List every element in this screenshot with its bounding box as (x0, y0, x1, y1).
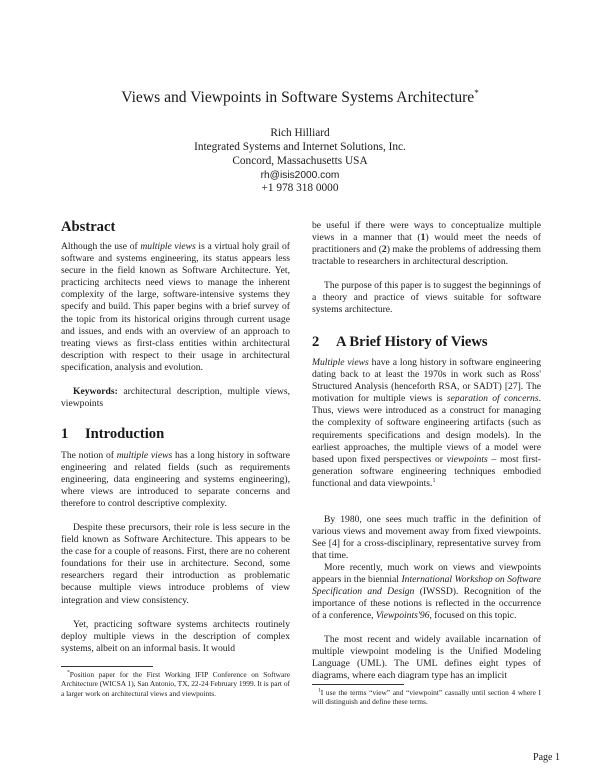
history-paragraph-2: By 1980, one sees much traffic in the definition of various views and movement away from fixed viewpoints. See [4] for a cross-disciplinary, representative survey from that time. (312, 514, 541, 562)
intro-paragraph-3: Yet, practicing software systems architects routinely deploy multiple views in the description of complex systems, albeit on an informal basis. It would (61, 619, 290, 655)
abstract-body: Although the use of multiple views is a virtual holy grail of software and systems engineering, its status appears less secure in the field known as Software Architecture. Yet, practicing architects need views to manage the inherent complexity of the large, software-intensive systems they specify and build. This paper begins with a brief survey of the topic from its historical origins through current usage and issues, and ends with an overview of an approach to treating views as first-class entities within architectural description with respect to their usage in architectural specification, analysis and evolution. (61, 241, 290, 373)
history-paragraph-3: More recently, much work on views and viewpoints appears in the biennial International Workshop on Software Specification and Design (IWSSD). Recognition of the importance of these notions is reflected in the occurrence of a conference, Viewpoints'96, focused on this topic. (312, 562, 542, 622)
paper-title: Views and Viewpoints in Software Systems Architecture* (121, 87, 479, 106)
footnote-rule-left (61, 666, 153, 667)
author-affiliation: Integrated Systems and Internet Solutions, Inc. (194, 141, 406, 153)
author-name: Rich Hilliard (270, 127, 330, 139)
footnote-star: *Position paper for the First Working IFIP Conference on Software Architecture (WICSA 1), San Antonio, TX, 22-24 February 1999. It is part of a larger work on architectural views and viewpoints. (61, 669, 290, 698)
abstract-keywords: Keywords: architectural description, multiple views, viewpoints (61, 386, 290, 410)
section-2-heading: 2 A Brief History of Views (312, 334, 488, 350)
history-paragraph-4: The most recent and widely available incarnation of multiple viewpoint modeling is the Unified Modeling Language (UML). The UML defines eight types of diagrams, where each diagram type has an implicit (312, 634, 541, 682)
abstract-heading: Abstract (61, 219, 116, 235)
intro-paragraph-5: The purpose of this paper is to suggest the beginnings of a theory and practice of views suitable for software systems architecture. (312, 280, 541, 316)
history-paragraph-1: Multiple views have a long history in software engineering dating back to at least the 1970s in work such as Ross' Structured Analysis (henceforth RSA, or SADT) [27]. The motivation for multiple views is separation of concerns. Thus, views were introduced as a construct for managing the complexity of software engineering artifacts (such as requirements specifications and design models). In the earliest approaches, the multiple views of a model were based upon fixed perspectives or viewpoints – most first-generation software engineering techniques embodied functional and data viewpoints.$^1$ (312, 357, 542, 489)
intro-paragraph-4: be useful if there were ways to conceptualize multiple views in a manner that (1) would meet the needs of practitioners and (2) make the problems of addressing them tractable to researchers in architectural description. (312, 220, 541, 268)
page-number: Page 1 (533, 752, 560, 763)
section-1-heading: 1 Introduction (61, 426, 165, 442)
footnote-ref-1: 1 (432, 477, 436, 484)
intro-paragraph-2: Despite these precursors, their role is less secure in the field known as Software Architecture. This appears to be the case for a couple of reasons. First, there are no coherent foundations for their use in architecture. Second, some researchers regard their introduction as problematic because multiple views introduce problems of view integration and view consistency. (61, 522, 290, 606)
author-email: rh@isis2000.com (260, 170, 340, 181)
footnote-1: $^1$I use the terms “view” and “viewpoint” casually until section 4 where I will distinguish and define these terms. (312, 687, 541, 707)
footnote-rule-right (312, 684, 404, 685)
author-phone: +1 978 318 0000 (261, 182, 339, 194)
intro-paragraph-1: The notion of multiple views has a long history in software engineering and related fields (such as requirements engineering, data engineering and systems engineering), where views are introduced to separate concerns and therefore to control descriptive complexity. (61, 450, 291, 510)
author-location: Concord, Massachusetts USA (232, 155, 368, 167)
